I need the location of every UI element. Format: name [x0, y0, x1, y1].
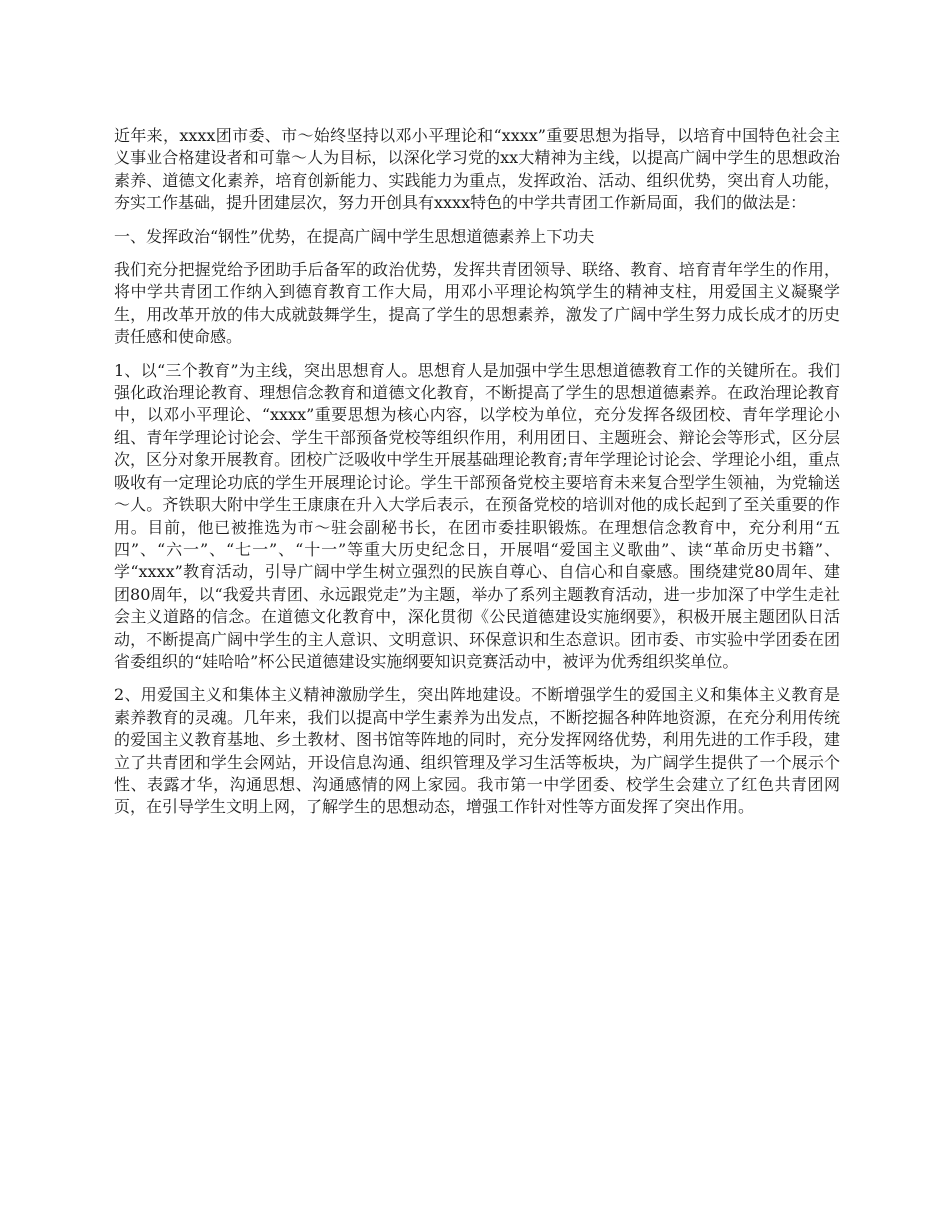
- intro-paragraph: 近年来，xxxx团市委、市～始终坚持以邓小平理论和“xxxx”重要思想为指导，以培育中国特色社会主义事业合格建设者和可靠～人为目标，以深化学习党的xx大精神为主线，以提高广阔中学生的思想政治素养、道德文化素养，培育创新能力、实践能力为重点，发挥政治、活动、组织优势，突出育人功能，夯实工作基础，提升团建层次，努力开创具有xxxx特色的中学共青团工作新局面，我们的做法是：: [114, 126, 840, 213]
- item-1-paragraph: 1、以“三个教育”为主线，突出思想育人。思想育人是加强中学生思想道德教育工作的关键所在。我们强化政治理论教育、理想信念教育和道德文化教育，不断提高了学生的思想道德素养。在政治理论教育中，以邓小平理论、“xxxx”重要思想为核心内容，以学校为单位，充分发挥各级团校、青年学理论小组、青年学理论讨论会、学生干部预备党校等组织作用，利用团日、主题班会、辩论会等形式，区分层次，区分对象开展教育。团校广泛吸收中学生开展基础理论教育;青年学理论讨论会、学理论小组，重点吸收有一定理论功底的学生开展理论讨论。学生干部预备党校主要培育未来复合型学生领袖，为党输送～人。齐铁职大附中学生王康康在升入大学后表示，在预备党校的培训对他的成长起到了至关重要的作用。目前，他已被推选为市～驻会副秘书长，在团市委挂职锻炼。在理想信念教育中，充分利用“五四”、“六一”、“七一”、“十一”等重大历史纪念日，开展唱“爱国主义歌曲”、读“革命历史书籍”、学“xxxx”教育活动，引导广阔中学生树立强烈的民族自尊心、自信心和自豪感。围绕建党80周年、建团80周年，以“我爱共青团、永远跟党走”为主题，举办了系列主题教育活动，进一步加深了中学生走社会主义道路的信念。在道德文化教育中，深化贯彻《公民道德建设实施纲要》，积极开展主题团队日活动，不断提高广阔中学生的主人意识、文明意识、环保意识和生态意识。团市委、市实验中学团委在团省委组织的“娃哈哈”杯公民道德建设实施纲要知识竞赛活动中，被评为优秀组织奖单位。: [114, 360, 840, 671]
- section-1-body: 我们充分把握党给予团助手后备军的政治优势，发挥共青团领导、联络、教育、培育青年学生的作用，将中学共青团工作纳入到德育教育工作大局，用邓小平理论构筑学生的精神支柱，用爱国主义凝聚学生，用改革开放的伟大成就鼓舞学生，提高了学生的思想素养，激发了广阔中学生努力成长成才的历史责任感和使命感。: [114, 260, 840, 347]
- section-1-heading: 一、发挥政治“钢性”优势，在提高广阔中学生思想道德素养上下功夫: [114, 226, 595, 246]
- document-page: [114, 125, 840, 830]
- item-2-paragraph: 2、用爱国主义和集体主义精神激励学生，突出阵地建设。不断增强学生的爱国主义和集体主义教育是素养教育的灵魂。几年来，我们以提高中学生素养为出发点，不断挖掘各种阵地资源，在充分利用传统的爱国主义教育基地、乡土教材、图书馆等阵地的同时，充分发挥网络优势，利用先进的工作手段，建立了共青团和学生会网站，开设信息沟通、组织管理及学习生活等板块，为广阔学生提供了一个展示个性、表露才华，沟通思想、沟通感情的网上家园。我市第一中学团委、校学生会建立了红色共青团网页，在引导学生文明上网，了解学生的思想动态，增强工作针对性等方面发挥了突出作用。: [114, 685, 840, 817]
